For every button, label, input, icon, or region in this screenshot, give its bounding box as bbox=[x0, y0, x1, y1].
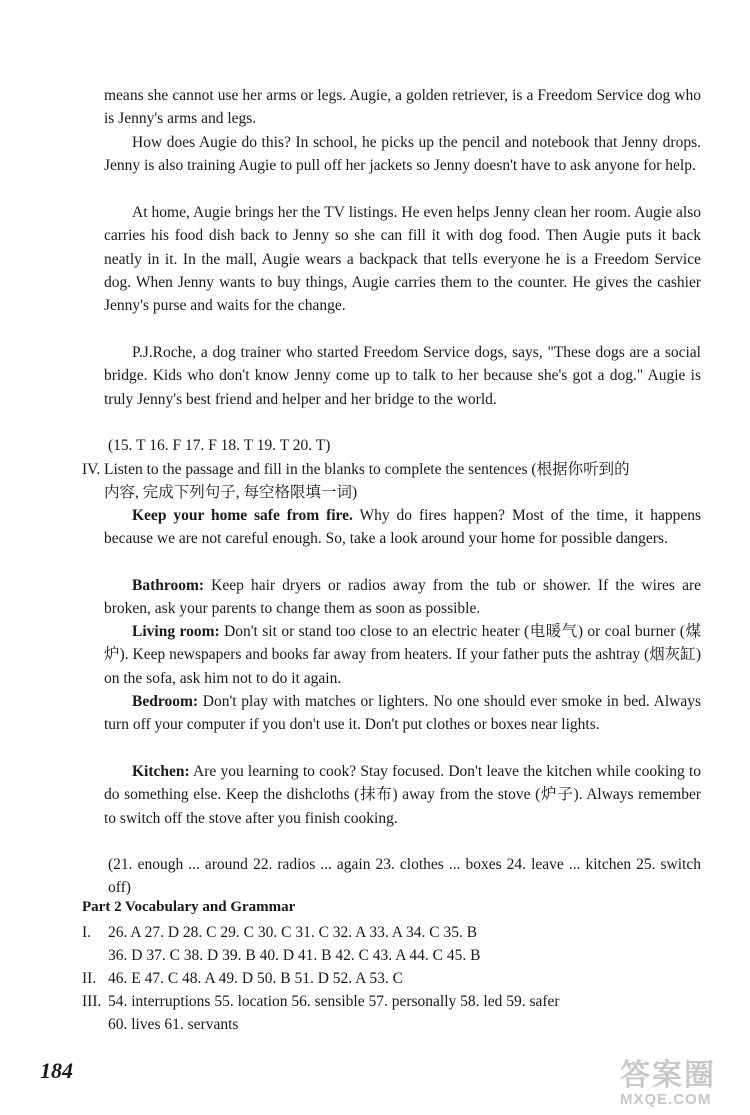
bedroom-text: Don't play with matches or lighters. No one should ever smoke in bed. Always turn off your computer if you don't use it. Don't put clothes or boxes near lights. bbox=[104, 693, 701, 734]
part2-section2-number: II. bbox=[82, 970, 97, 987]
part2-section1-line2: 36. D 37. C 38. D 39. B 40. D 41. B 42. C 43. A 44. C 45. B bbox=[108, 947, 481, 964]
part2-section1-line1: 26. A 27. D 28. C 29. C 30. C 31. C 32. A 33. A 34. C 35. B bbox=[108, 924, 478, 941]
living-room-paragraph bbox=[104, 620, 701, 690]
bathroom-paragraph bbox=[104, 574, 701, 621]
part2-section1-number: I. bbox=[82, 924, 92, 941]
part2-section3-line2: 60. lives 61. servants bbox=[108, 1016, 239, 1033]
fire-safety-heading: Keep your home safe from fire. bbox=[132, 507, 353, 524]
fire-safety-intro bbox=[104, 504, 701, 551]
passage-paragraph-4: P.J.Roche, a dog trainer who started Freedom Service dogs, says, "These dogs are a social bridge. Kids who don't know Jenny come up to talk to her because she's got a dog." Augie is truly Jenny's best friend and helper and her bridge to the world. bbox=[104, 344, 701, 408]
section4-instruction-line2: 内容, 完成下列句子, 每空格限填一词) bbox=[104, 484, 358, 501]
bathroom-heading: Bathroom: bbox=[132, 577, 205, 594]
answers-21-25: (21. enough ... around 22. radios ... again 23. clothes ... boxes 24. leave ... kitchen 25. switch off) bbox=[108, 856, 701, 897]
bedroom-paragraph bbox=[104, 690, 701, 737]
part2-section3-line1: 54. interruptions 55. location 56. sensible 57. personally 58. led 59. safer bbox=[108, 993, 560, 1010]
kitchen-heading: Kitchen: bbox=[132, 763, 190, 780]
living-room-text: Don't sit or stand too close to an electric heater (电暖气) or coal burner (煤炉). Keep newspapers and books far away from heaters. If your father puts the ashtray (烟灰缸) on the sofa, ask him not to do it again. bbox=[104, 623, 701, 687]
watermark-url: MXQE.COM bbox=[620, 1091, 712, 1108]
part2-section3-number: III. bbox=[82, 993, 102, 1010]
section4-instruction-line1: Listen to the passage and fill in the blanks to complete the sentences (根据你听到的 bbox=[104, 461, 630, 478]
kitchen-text: Are you learning to cook? Stay focused. Don't leave the kitchen while cooking to do something else. Keep the dishcloths (抹布) away from the stove (炉子). Always remember to switch off the stove after you finish cooking. bbox=[104, 763, 701, 827]
part2-section2-line1: 46. E 47. C 48. A 49. D 50. B 51. D 52. A 53. C bbox=[108, 970, 403, 987]
watermark-logo bbox=[620, 1060, 745, 1110]
section-number-4: IV. bbox=[82, 461, 101, 478]
fire-safety-intro-text: Why do fires happen? Most of the time, it happens because we are not careful enough. So, take a look around your home for possible dangers. bbox=[104, 507, 702, 548]
living-room-heading: Living room: bbox=[132, 623, 220, 640]
kitchen-paragraph bbox=[104, 760, 701, 830]
passage-paragraph-3: At home, Augie brings her the TV listings. He even helps Jenny clean her room. Augie also carries his food dish back to Jenny so she can fill it with dog food. Then Augie puts it back neatly in it. In the mall, Augie wears a backpack that tells everyone he is a Freedom Service dog. When Jenny wants to buy things, Augie carries them to the counter. He gives the cashier Jenny's purse and waits for the change. bbox=[104, 204, 701, 315]
page-number: 184 bbox=[40, 1058, 73, 1083]
bathroom-text: Keep hair dryers or radios away from the tub or shower. If the wires are broken, ask your parents to change them as soon as possible. bbox=[104, 577, 701, 618]
answers-15-20: (15. T 16. F 17. F 18. T 19. T 20. T) bbox=[108, 437, 331, 454]
passage-paragraph-1: means she cannot use her arms or legs. Augie, a golden retriever, is a Freedom Service dog who is Jenny's arms and legs. bbox=[104, 87, 701, 128]
part2-heading: Part 2 Vocabulary and Grammar bbox=[82, 899, 296, 915]
watermark-title: 答案圈 bbox=[620, 1059, 716, 1092]
passage-paragraph-2: How does Augie do this? In school, he picks up the pencil and notebook that Jenny drops. Jenny is also training Augie to pull off her jackets so Jenny doesn't have to ask anyone for help. bbox=[104, 134, 701, 175]
bedroom-heading: Bedroom: bbox=[132, 693, 199, 710]
